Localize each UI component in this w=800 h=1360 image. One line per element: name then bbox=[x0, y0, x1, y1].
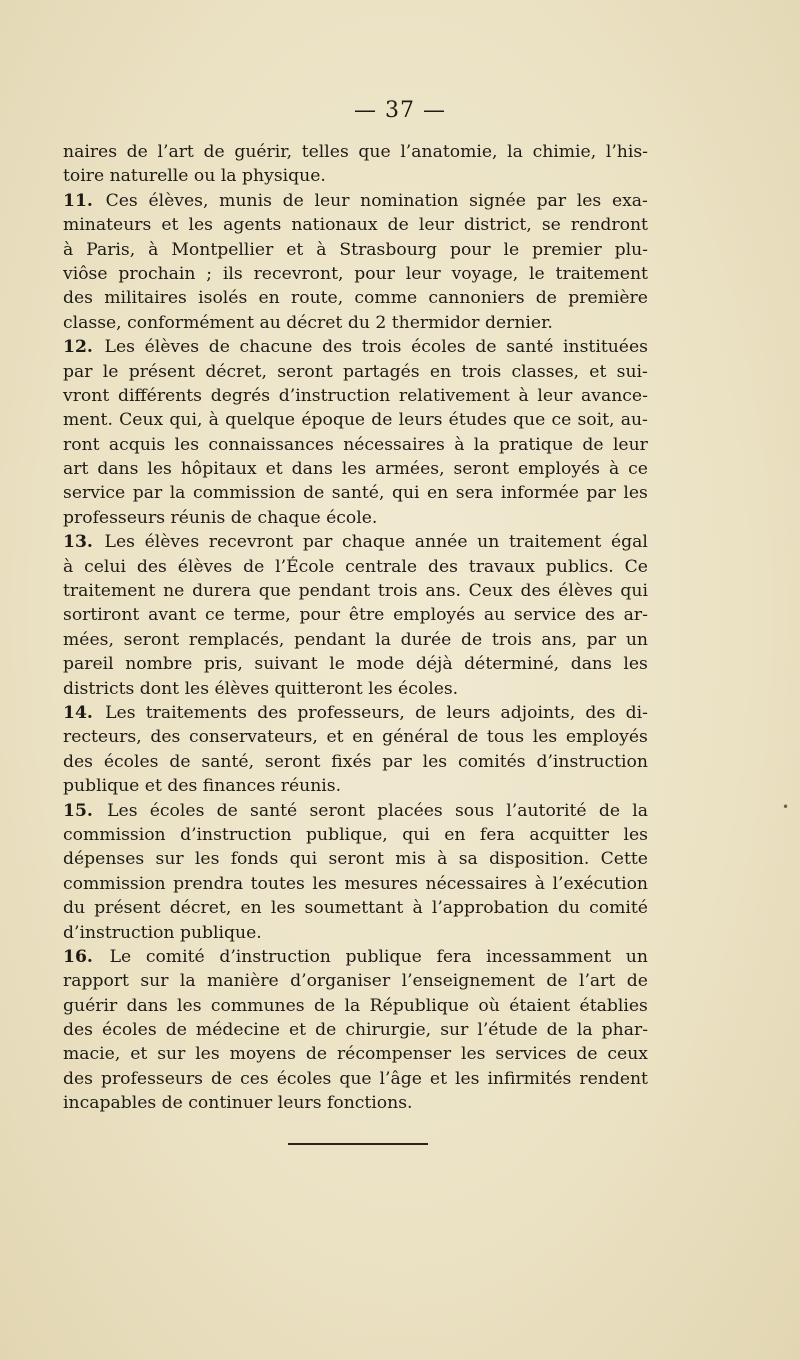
page-number: — 37 — bbox=[354, 98, 446, 123]
text-line: commission prendra toutes les mesures nécessaires à l’exécution bbox=[63, 873, 648, 894]
text-line: traitement ne durera que pendant trois ans. Ceux des élèves qui bbox=[63, 581, 648, 602]
text-line: service par la commission de santé, qui en sera informée par les bbox=[63, 483, 648, 504]
text-line: publique et des finances réunis. bbox=[63, 776, 342, 797]
article-number: 16. bbox=[63, 946, 93, 967]
text-line: minateurs et les agents nationaux de leur district, se rendront bbox=[63, 215, 648, 236]
text-line: macie, et sur les moyens de récompenser les services de ceux bbox=[63, 1044, 648, 1065]
text-line: 15. Les écoles de santé seront placées sous l’autorité de la bbox=[63, 799, 648, 823]
ink-speck: • bbox=[782, 800, 790, 814]
text-line: 13. Les élèves recevront par chaque année un traitement égal bbox=[63, 530, 648, 554]
text-line: d’instruction publique. bbox=[63, 922, 262, 943]
text-line: 11. Ces élèves, munis de leur nomination signée par les exa- bbox=[63, 189, 648, 213]
text-line: ment. Ceux qui, à quelque époque de leurs études que ce soit, au- bbox=[63, 410, 648, 431]
text-line: professeurs réunis de chaque école. bbox=[63, 507, 378, 528]
text-line: pareil nombre pris, suivant le mode déjà déterminé, dans les bbox=[63, 654, 648, 675]
text-line: guérir dans les communes de la République où étaient établies bbox=[63, 995, 648, 1016]
text-line: des écoles de médecine et de chirurgie, sur l’étude de la phar- bbox=[63, 1020, 648, 1041]
article-number: 12. bbox=[63, 337, 93, 358]
text-line: ront acquis les connaissances nécessaires à la pratique de leur bbox=[63, 434, 648, 455]
text-line: vront différents degrés d’instruction relativement à leur avance- bbox=[63, 385, 648, 406]
text-line: art dans les hôpitaux et dans les armées, seront employés à ce bbox=[63, 459, 648, 480]
body-text bbox=[63, 140, 648, 1116]
text-line: viôse prochain ; ils recevront, pour leur voyage, le traitement bbox=[63, 263, 648, 284]
text-line: rapport sur la manière d’organiser l’enseignement de l’art de bbox=[63, 971, 648, 992]
text-line: districts dont les élèves quitteront les écoles. bbox=[63, 678, 459, 699]
text-line: à celui des élèves de l’École centrale des travaux publics. Ce bbox=[63, 556, 648, 577]
text-line: recteurs, des conservateurs, et en général de tous les employés bbox=[63, 727, 648, 748]
text-line: du présent décret, en les soumettant à l’approbation du comité bbox=[63, 898, 648, 919]
text-line: des professeurs de ces écoles que l’âge et les infirmités rendent bbox=[63, 1068, 648, 1089]
text-line: des militaires isolés en route, comme cannoniers de première bbox=[63, 288, 648, 309]
end-rule bbox=[288, 1143, 428, 1145]
text-line: par le présent décret, seront partagés en trois classes, et sui- bbox=[63, 361, 648, 382]
text-line: dépenses sur les fonds qui seront mis à sa disposition. Cette bbox=[63, 849, 648, 870]
article-number: 11. bbox=[63, 190, 93, 211]
article-number: 13. bbox=[63, 532, 93, 553]
text-line: des écoles de santé, seront fixés par les comités d’instruction bbox=[63, 751, 648, 772]
text-line: classe, conformément au décret du 2 thermidor dernier. bbox=[63, 312, 553, 333]
text-line: toire naturelle ou la physique. bbox=[63, 166, 326, 187]
text-line: 16. Le comité d’instruction publique fera incessamment un bbox=[63, 945, 648, 969]
text-line: 14. Les traitements des professeurs, de leurs adjoints, des di- bbox=[63, 701, 648, 725]
text-line: mées, seront remplacés, pendant la durée de trois ans, par un bbox=[63, 629, 648, 650]
text-line: sortiront avant ce terme, pour être employés au service des ar- bbox=[63, 605, 648, 626]
article-number: 14. bbox=[63, 702, 93, 723]
text-line: incapables de continuer leurs fonctions. bbox=[63, 1093, 413, 1114]
text-line: naires de l’art de guérir, telles que l’anatomie, la chimie, l’his- bbox=[63, 142, 648, 162]
text-line: commission d’instruction publique, qui en fera acquitter les bbox=[63, 824, 648, 845]
text-line: à Paris, à Montpellier et à Strasbourg pour le premier plu- bbox=[63, 239, 648, 260]
article-number: 15. bbox=[63, 800, 93, 821]
text-line: 12. Les élèves de chacune des trois écoles de santé instituées bbox=[63, 335, 648, 359]
